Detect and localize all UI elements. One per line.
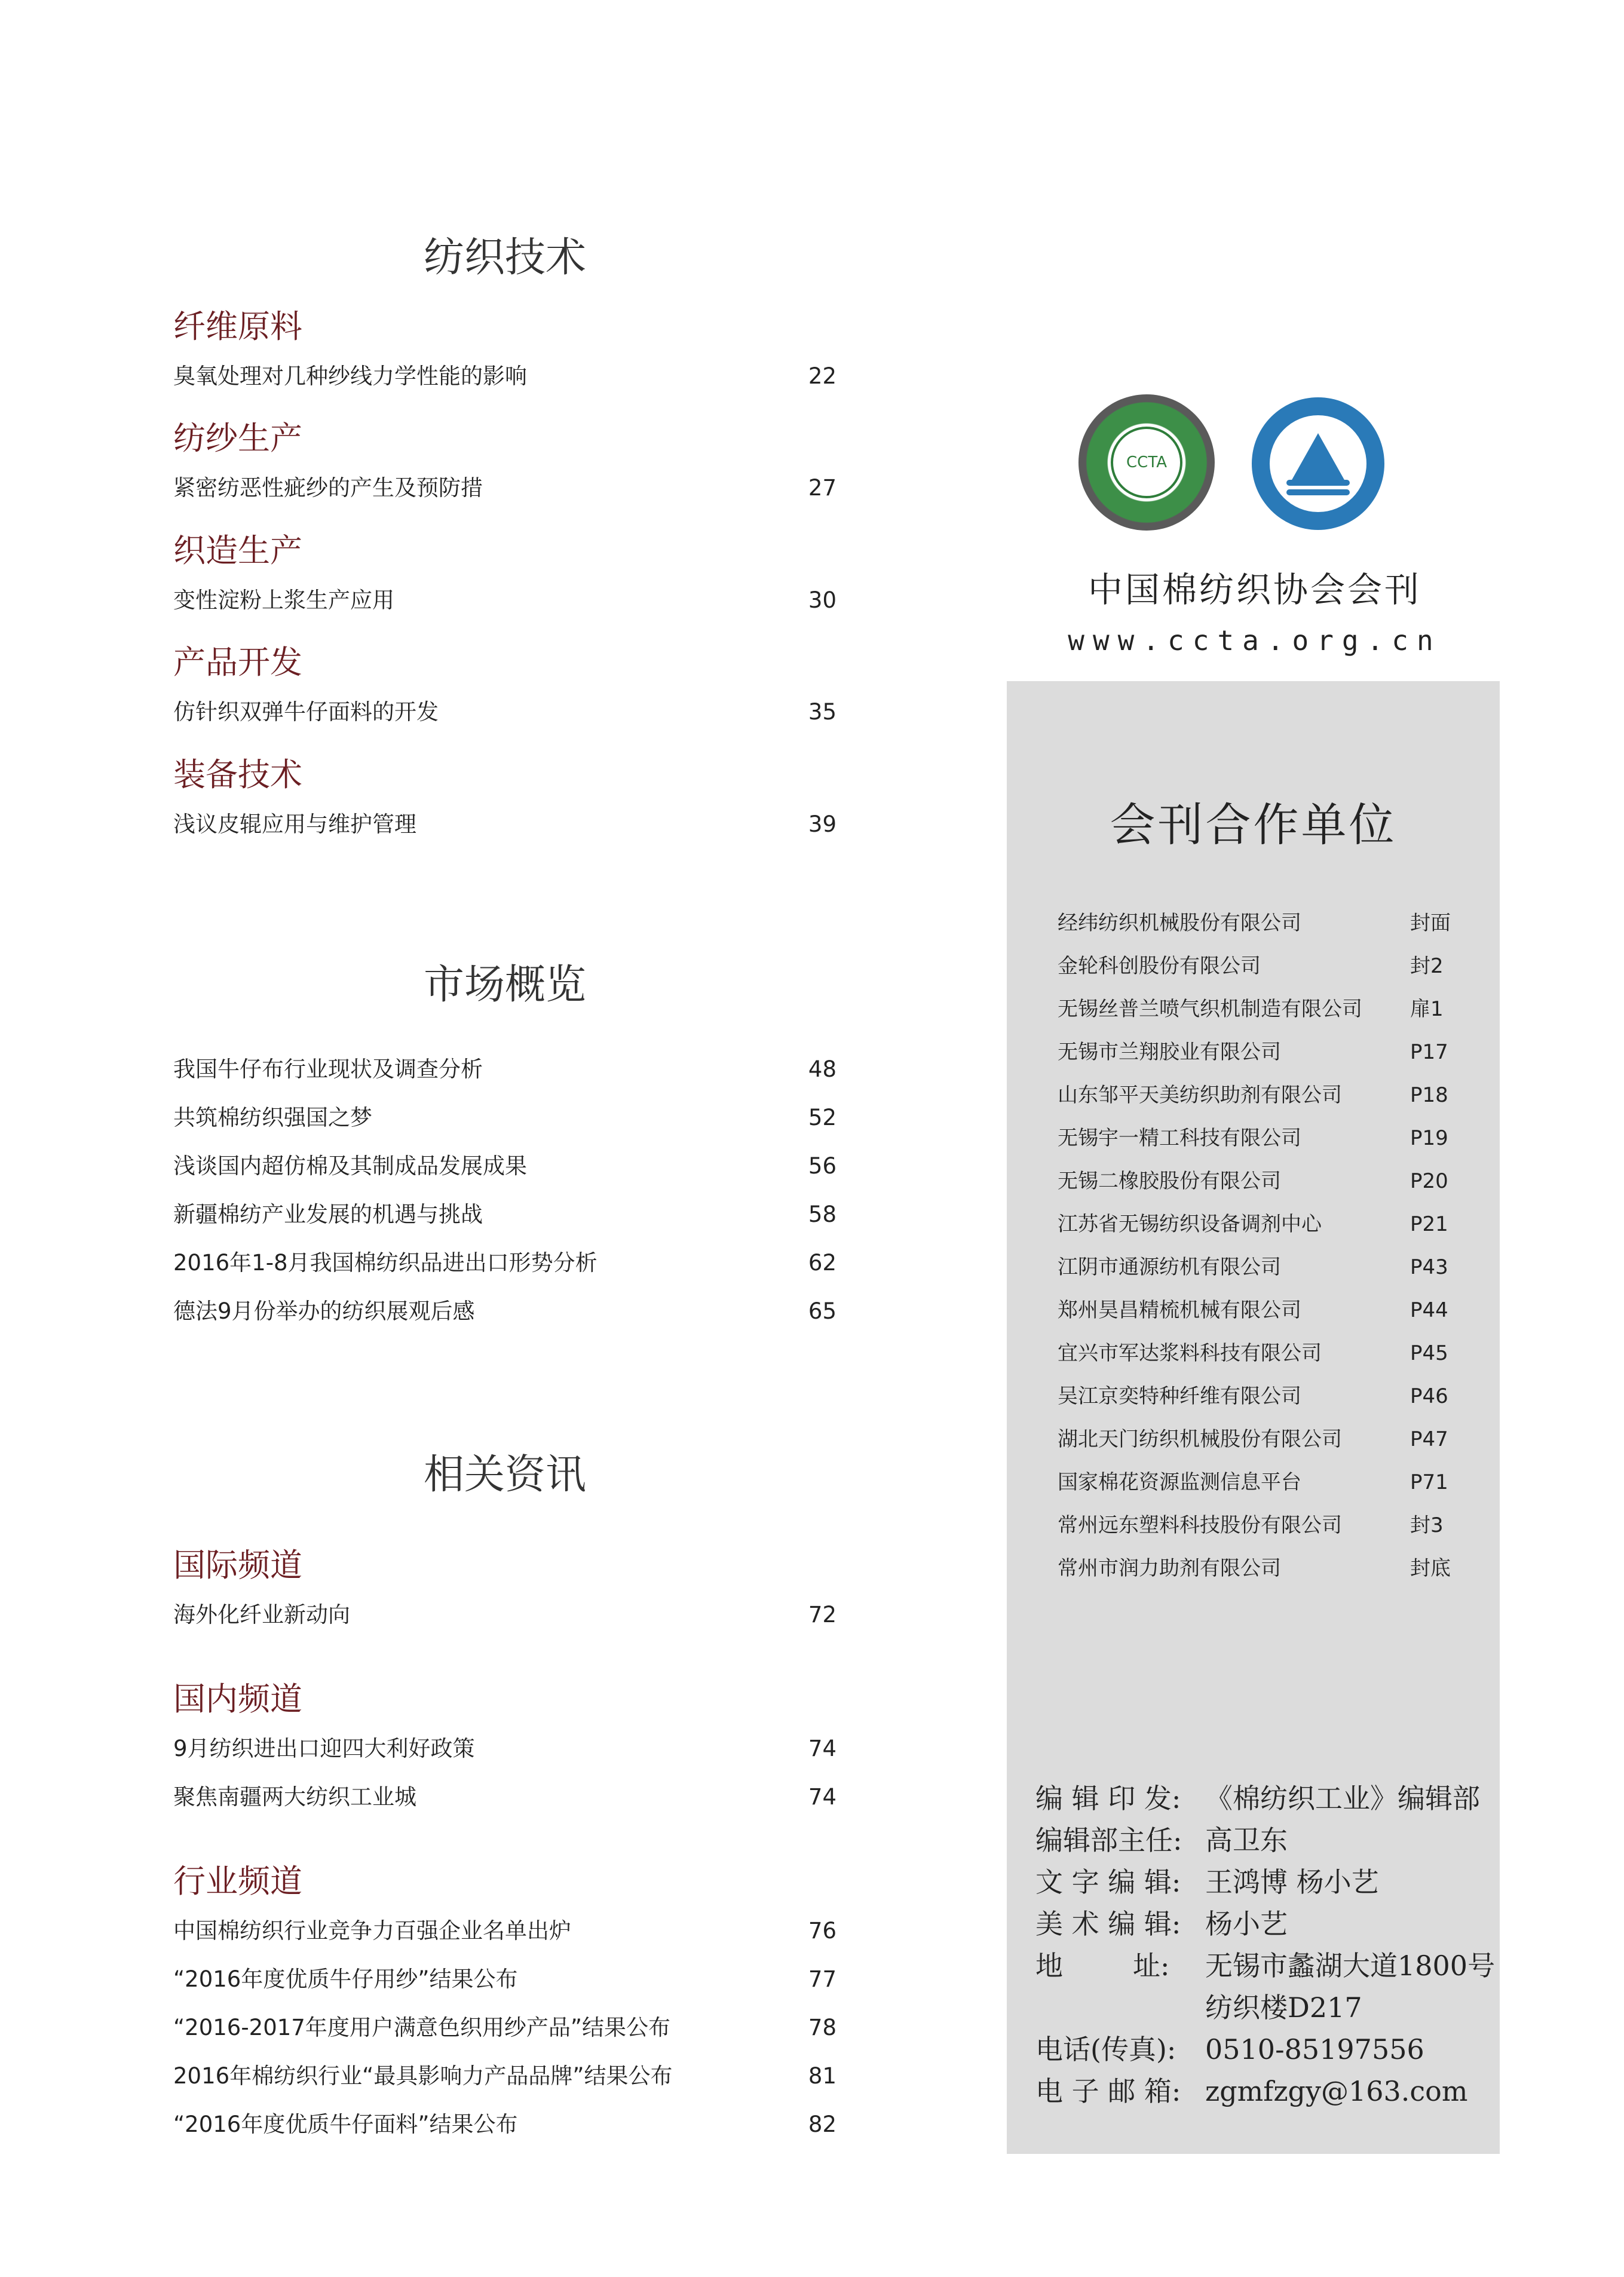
editorial-value: 《棉纺织工业》编辑部: [1205, 1782, 1480, 1815]
mountain-icon: [1291, 433, 1345, 481]
toc-entry-title: 仿针织双弹牛仔面料的开发: [173, 699, 439, 725]
category-heading: 产品开发: [173, 643, 302, 681]
partner-page: 封3: [1410, 1513, 1444, 1537]
partner-name: 国家棉花资源监测信息平台: [1058, 1470, 1301, 1494]
toc-entry-page: 30: [808, 587, 836, 613]
partner-row: [1058, 1335, 1476, 1371]
section-title: 相关资讯: [423, 1451, 586, 1498]
toc-entry[interactable]: [173, 470, 836, 506]
toc-entry-title: “2016-2017年度用户满意色织用纱产品”结果公布: [173, 2015, 671, 2040]
toc-entry-title: 2016年棉纺织行业“最具影响力产品品牌”结果公布: [173, 2063, 673, 2089]
toc-entry-page: 81: [808, 2063, 836, 2089]
category-heading: 行业频道: [173, 1862, 302, 1900]
toc-entry-title: 2016年1-8月我国棉纺织品进出口形势分析: [173, 1250, 597, 1276]
toc-entry-page: 58: [808, 1202, 836, 1227]
toc-entry-title: 浅谈国内超仿棉及其制成品发展成果: [173, 1153, 527, 1179]
editorial-value: 0510-85197556: [1205, 2033, 1424, 2065]
partner-row: [1058, 1249, 1476, 1285]
editorial-label: 电话(传真):: [1035, 2033, 1176, 2065]
section-title: 市场概览: [423, 961, 586, 1009]
editorial-value: 杨小艺: [1205, 1908, 1288, 1940]
partner-page: 扉1: [1410, 997, 1444, 1021]
section-title: 纺织技术: [423, 234, 586, 281]
editorial-label: 电 子 邮 箱:: [1035, 2075, 1181, 2107]
toc-entry-page: 62: [808, 1250, 836, 1276]
partner-page: P20: [1410, 1169, 1448, 1193]
partner-row: [1058, 948, 1476, 984]
partner-name: 经纬纺织机械股份有限公司: [1058, 911, 1301, 935]
partner-row: [1058, 1507, 1476, 1543]
toc-entry[interactable]: [173, 807, 836, 842]
toc-entry-page: 27: [808, 475, 836, 501]
partner-page: P43: [1410, 1255, 1448, 1279]
partner-row: [1058, 991, 1476, 1027]
partner-name: 宜兴市军达浆料科技有限公司: [1058, 1341, 1322, 1365]
partner-page: P19: [1410, 1126, 1448, 1150]
partner-row: [1058, 1550, 1476, 1586]
toc-entry[interactable]: [173, 358, 836, 394]
partner-page: P17: [1410, 1040, 1448, 1064]
jiangnan-logo-emblem: [1270, 415, 1366, 512]
toc-entry-title: 紧密纺恶性疵纱的产生及预防措: [173, 475, 483, 501]
toc-entry-title: 中国棉纺织行业竞争力百强企业名单出炉: [173, 1918, 571, 1944]
partner-page: P44: [1410, 1298, 1448, 1322]
partner-row: [1058, 1163, 1476, 1199]
toc-entry-page: 74: [808, 1784, 836, 1810]
partner-page: 封2: [1410, 954, 1444, 978]
partner-name: 江阴市通源纺机有限公司: [1058, 1255, 1281, 1279]
journal-name: 中国棉纺织协会会刊: [1087, 569, 1421, 610]
partner-name: 吴江京奕特种纤维有限公司: [1058, 1384, 1301, 1408]
toc-entry[interactable]: [173, 1052, 836, 1087]
toc-entry-title: “2016年度优质牛仔面料”结果公布: [173, 2111, 518, 2137]
toc-entry-title: 臭氧处理对几种纱线力学性能的影响: [173, 363, 527, 389]
jiangnan-university-logo: [1252, 397, 1384, 530]
editorial-value: 无锡市蠡湖大道1800号: [1205, 1950, 1496, 1982]
toc-entry-page: 52: [808, 1105, 836, 1130]
toc-entry[interactable]: [173, 2107, 836, 2143]
partner-row: [1058, 1077, 1476, 1113]
editorial-label: 美 术 编 辑:: [1035, 1908, 1181, 1940]
partner-row: [1058, 1464, 1476, 1500]
toc-entry[interactable]: [173, 2010, 836, 2046]
toc-entry[interactable]: [173, 583, 836, 618]
editorial-label: 编 辑 印 发:: [1035, 1782, 1181, 1815]
toc-entry-title: 共筑棉纺织强国之梦: [173, 1105, 372, 1130]
toc-entry-page: 77: [808, 1966, 836, 1992]
ccta-logo: [1078, 394, 1215, 531]
editorial-label: 编辑部主任:: [1035, 1824, 1182, 1856]
journal-url[interactable]: www.ccta.org.cn: [1068, 624, 1442, 657]
category-heading: 纺纱生产: [173, 419, 302, 457]
partner-name: 金轮科创股份有限公司: [1058, 954, 1261, 978]
editorial-value: 王鸿博 杨小艺: [1205, 1866, 1379, 1898]
toc-entry[interactable]: [173, 1148, 836, 1184]
partner-name: 常州市润力助剂有限公司: [1058, 1556, 1281, 1580]
category-heading: 织造生产: [173, 532, 302, 569]
category-heading: 纤维原料: [173, 308, 302, 345]
toc-entry[interactable]: [173, 694, 836, 730]
toc-entry-page: 65: [808, 1298, 836, 1324]
partner-name: 郑州昊昌精梳机械有限公司: [1058, 1298, 1301, 1322]
toc-entry[interactable]: [173, 1197, 836, 1233]
partner-row: [1058, 1120, 1476, 1156]
editorial-label: 文 字 编 辑:: [1035, 1866, 1181, 1898]
partner-name: 湖北天门纺织机械股份有限公司: [1058, 1427, 1342, 1451]
partner-panel: [1007, 681, 1500, 2154]
toc-entry-title: 海外化纤业新动向: [173, 1602, 350, 1628]
toc-entry-title: 新疆棉纺产业发展的机遇与挑战: [173, 1202, 483, 1227]
toc-entry-page: 22: [808, 363, 836, 389]
editorial-label: 地 址:: [1035, 1950, 1170, 1982]
editorial-email[interactable]: zgmfzgy@163.com: [1205, 2075, 1468, 2107]
ccta-logo-mark: CCTA: [1111, 427, 1182, 498]
wave-icon: [1286, 480, 1350, 486]
partner-name: 无锡宇一精工科技有限公司: [1058, 1126, 1301, 1150]
toc-entry[interactable]: [173, 1962, 836, 1997]
toc-entry-title: 9月纺织进出口迎四大利好政策: [173, 1736, 475, 1761]
partner-name: 常州远东塑料科技股份有限公司: [1058, 1513, 1342, 1537]
toc-entry-page: 74: [808, 1736, 836, 1761]
toc-entry-title: 我国牛仔布行业现状及调查分析: [173, 1056, 483, 1082]
partner-name: 无锡丝普兰喷气织机制造有限公司: [1058, 997, 1362, 1021]
category-heading: 国内频道: [173, 1680, 302, 1718]
partner-page: P47: [1410, 1427, 1448, 1451]
partner-page: P21: [1410, 1212, 1448, 1236]
toc-entry-title: “2016年度优质牛仔用纱”结果公布: [173, 1966, 518, 1992]
partner-page: P45: [1410, 1341, 1448, 1365]
partner-panel-title: 会刊合作单位: [1110, 798, 1397, 851]
category-heading: 国际频道: [173, 1546, 302, 1584]
toc-entry-page: 48: [808, 1056, 836, 1082]
toc-entry[interactable]: [173, 1245, 836, 1281]
editorial-value: 纺织楼D217: [1205, 1991, 1362, 2024]
partner-name: 江苏省无锡纺织设备调剂中心: [1058, 1212, 1322, 1236]
category-heading: 装备技术: [173, 756, 302, 793]
partner-page: P18: [1410, 1083, 1448, 1107]
toc-entry-page: 82: [808, 2111, 836, 2137]
toc-entry[interactable]: [173, 1731, 836, 1767]
toc-entry-title: 变性淀粉上浆生产应用: [173, 587, 394, 613]
partner-name: 无锡二橡胶股份有限公司: [1058, 1169, 1281, 1193]
partner-name: 山东邹平天美纺织助剂有限公司: [1058, 1083, 1342, 1107]
editorial-value: 高卫东: [1205, 1824, 1288, 1856]
toc-entry[interactable]: [173, 2058, 836, 2094]
toc-entry-page: 72: [808, 1602, 836, 1628]
toc-entry-title: 聚焦南疆两大纺织工业城: [173, 1784, 416, 1810]
partner-row: [1058, 1421, 1476, 1457]
toc-entry[interactable]: [173, 1100, 836, 1136]
partner-page: P71: [1410, 1470, 1448, 1494]
partner-row: [1058, 1034, 1476, 1070]
toc-entry[interactable]: [173, 1294, 836, 1329]
toc-entry-page: 76: [808, 1918, 836, 1944]
toc-entry[interactable]: [173, 1779, 836, 1815]
partner-page: 封面: [1410, 911, 1451, 935]
partner-page: P46: [1410, 1384, 1448, 1408]
toc-entry-page: 35: [808, 699, 836, 725]
partner-row: [1058, 1206, 1476, 1242]
toc-entry[interactable]: [173, 1913, 836, 1949]
partner-row: [1058, 1292, 1476, 1328]
partner-name: 无锡市兰翔胶业有限公司: [1058, 1040, 1281, 1064]
toc-entry-page: 78: [808, 2015, 836, 2040]
toc-entry-title: 德法9月份举办的纺织展观后感: [173, 1298, 475, 1324]
partner-row: [1058, 905, 1476, 941]
wave-icon: [1286, 489, 1350, 495]
toc-entry-page: 39: [808, 811, 836, 837]
toc-entry[interactable]: [173, 1597, 836, 1633]
partner-row: [1058, 1378, 1476, 1414]
toc-entry-page: 56: [808, 1153, 836, 1179]
partner-page: 封底: [1410, 1556, 1451, 1580]
toc-entry-title: 浅议皮辊应用与维护管理: [173, 811, 416, 837]
